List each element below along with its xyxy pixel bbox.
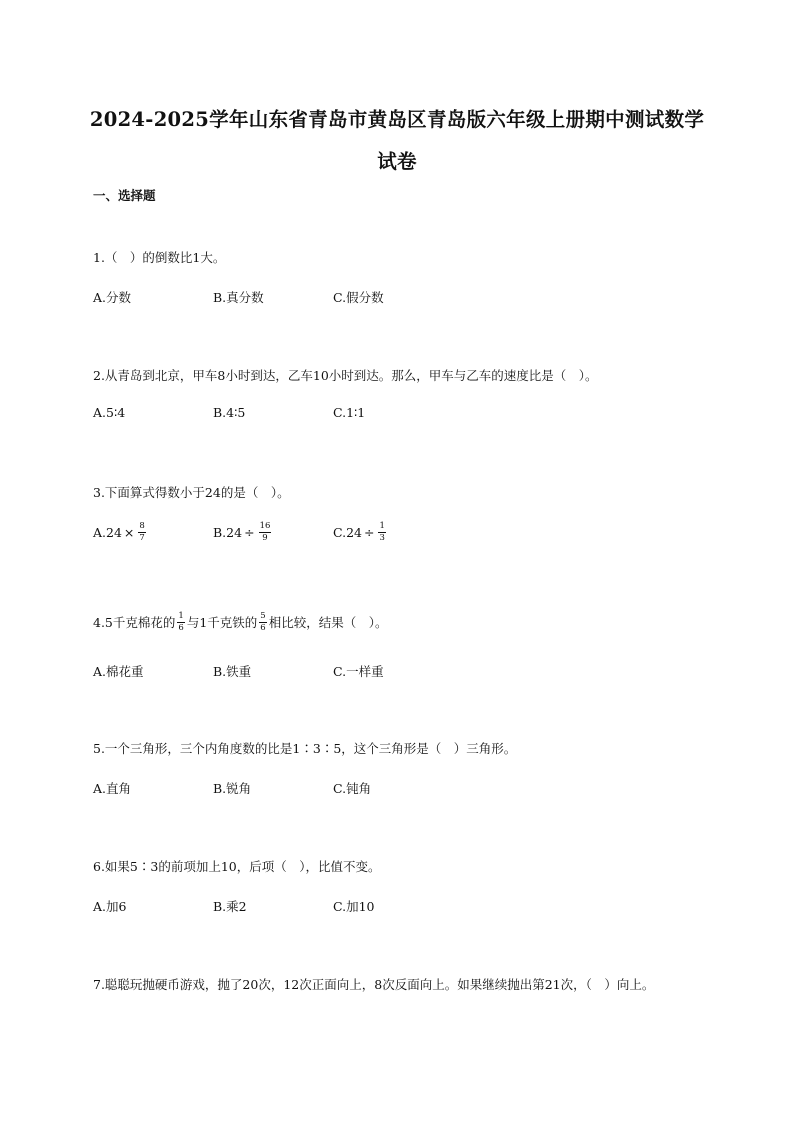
q4-option-a[interactable]: A.棉花重 — [93, 664, 144, 679]
q6-option-c[interactable]: C.加10 — [333, 899, 375, 914]
q1-option-c[interactable]: C.假分数 — [333, 290, 384, 305]
q5-option-c[interactable]: C.钝角 — [333, 781, 372, 796]
q4-text-part2: 与1千克铁的 — [186, 615, 258, 630]
q6-option-a[interactable]: A.加6 — [93, 899, 127, 914]
question-7: 7.聪聪玩抛硬币游戏，抛了20次，12次正面向上，8次反面向上。如果继续抛出第21次，（ ）向上。 — [93, 977, 655, 992]
fraction-denominator: 7 — [139, 532, 145, 543]
fraction — [378, 522, 385, 542]
q3-option-b-prefix: B.24 — [213, 524, 243, 540]
fraction-denominator: 3 — [379, 532, 385, 543]
q3-option-c-prefix: C.24 — [333, 524, 362, 540]
fraction-denominator: 6 — [260, 622, 266, 633]
exam-title-line1: 2024-2025学年山东省青岛市黄岛区青岛版六年级上册期中测试数学 — [89, 108, 705, 131]
q3-option-c[interactable] — [333, 522, 388, 542]
divide-sign: ÷ — [244, 524, 255, 540]
fraction — [138, 522, 145, 542]
fraction-numerator: 5 — [260, 611, 266, 621]
q2-option-b[interactable]: B.4∶5 — [213, 405, 246, 420]
fraction — [259, 522, 272, 542]
question-3: 3.下面算式得数小于24的是（ ）。 — [93, 485, 290, 500]
q4-text-part1: 4.5千克棉花的 — [93, 615, 176, 630]
fraction-numerator: 1 — [379, 521, 385, 531]
exam-title-line2: 试卷 — [377, 150, 417, 173]
q4-text-part3: 相比较，结果（ ）。 — [268, 615, 388, 630]
q4-option-c[interactable]: C.一样重 — [333, 664, 384, 679]
q6-option-b[interactable]: B.乘2 — [213, 899, 247, 914]
q2-option-a[interactable]: A.5∶4 — [93, 405, 126, 420]
fraction-numerator: 8 — [139, 521, 145, 531]
q5-option-b[interactable]: B.锐角 — [213, 781, 252, 796]
question-1: 1.（ ）的倒数比1大。 — [93, 250, 226, 265]
q2-option-c[interactable]: C.1∶1 — [333, 405, 366, 420]
q5-option-a[interactable]: A.直角 — [93, 781, 132, 796]
question-2: 2.从青岛到北京，甲车8小时到达，乙车10小时到达。那么，甲车与乙车的速度比是（ ）。 — [93, 368, 598, 383]
fraction-denominator: 6 — [178, 622, 184, 633]
q1-option-a[interactable]: A.分数 — [93, 290, 132, 305]
question-4 — [93, 612, 387, 632]
fraction-numerator: 1 — [178, 611, 184, 621]
fraction-numerator: 16 — [259, 521, 271, 531]
q3-option-a-prefix: A.24 — [93, 524, 122, 540]
divide-sign: ÷ — [364, 524, 375, 540]
fraction-denominator: 9 — [262, 532, 268, 543]
q4-option-b[interactable]: B.铁重 — [213, 664, 252, 679]
section-heading: 一、选择题 — [93, 188, 156, 203]
multiply-sign: × — [123, 524, 135, 540]
q3-option-b[interactable] — [213, 522, 273, 542]
q1-option-b[interactable]: B.真分数 — [213, 290, 264, 305]
q3-option-a[interactable] — [93, 522, 148, 542]
fraction — [259, 612, 266, 632]
fraction — [177, 612, 184, 632]
question-5: 5.一个三角形，三个内角度数的比是1∶3∶5，这个三角形是（ ）三角形。 — [93, 741, 517, 756]
question-6: 6.如果5∶3的前项加上10，后项（ ），比值不变。 — [93, 859, 381, 874]
